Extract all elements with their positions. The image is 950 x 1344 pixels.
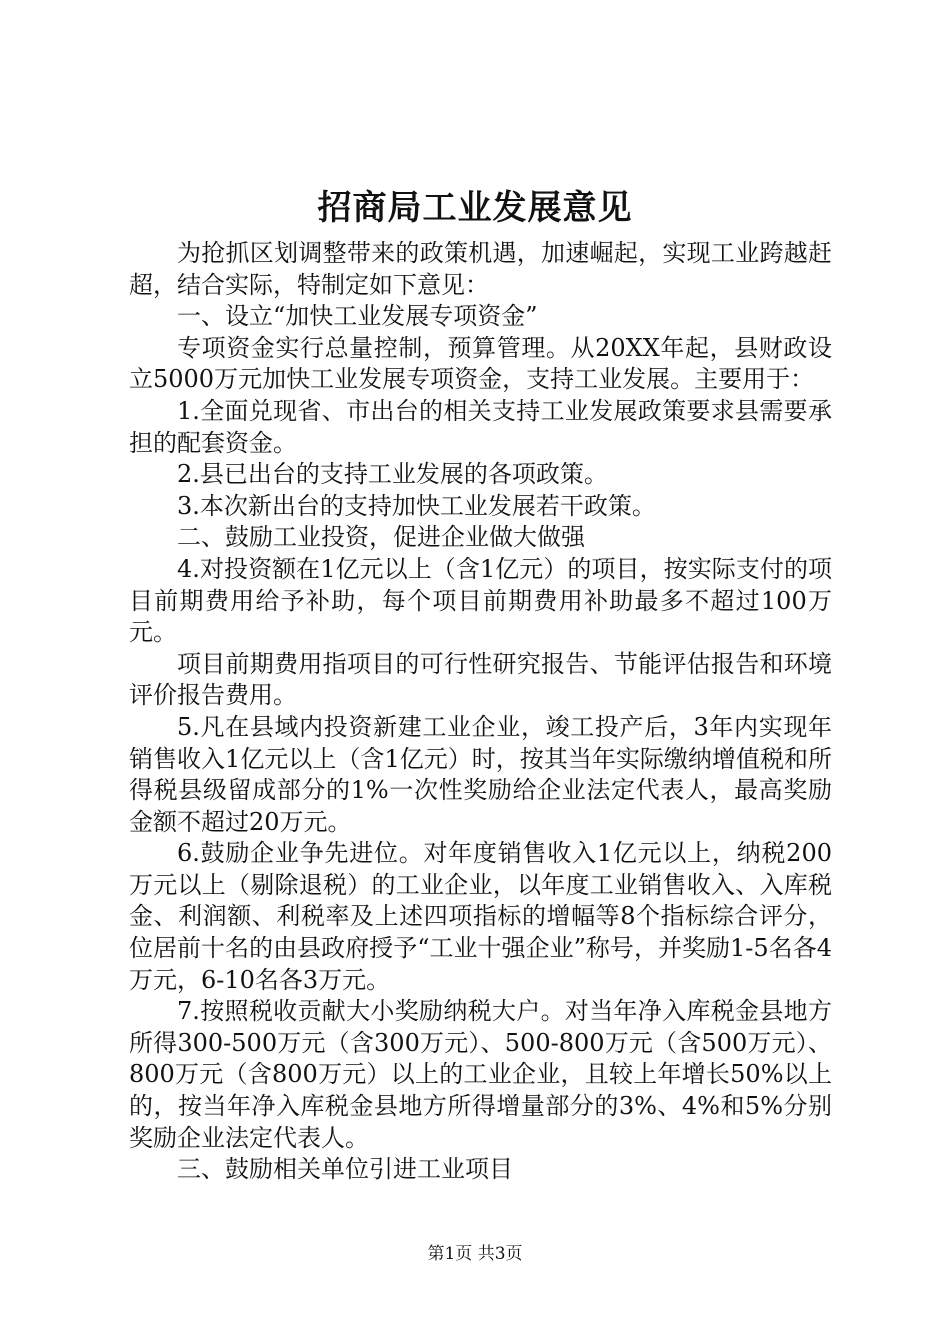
- list-item: 2.县已出台的支持工业发展的各项政策。: [177, 460, 608, 489]
- section-heading: 二、鼓励工业投资，促进企业做大做强: [177, 523, 585, 552]
- document-body: [129, 238, 832, 1186]
- paragraph: 为抢抓区划调整带来的政策机遇，加速崛起，实现工业跨越赶超，结合实际，特制定如下意见：: [129, 239, 832, 299]
- list-item: 7.按照税收贡献大小奖励纳税大户。对当年净入库税金县地方所得300-500万元（含300万元）、500-800万元（含500万元）、800万元（含800万元）以上的工业企业，且较上年增长50%以上的，按当年净入库税金县地方所得增量部分的3%、4%和5%分别奖励企业法定代表人。: [129, 997, 832, 1152]
- paragraph: 专项资金实行总量控制，预算管理。从20XX年起，县财政设立5000万元加快工业发展专项资金，支持工业发展。主要用于：: [129, 333, 832, 394]
- document-title: 招商局工业发展意见: [317, 188, 633, 228]
- section-heading: 一、设立“加快工业发展专项资金”: [177, 302, 538, 331]
- list-item: 4.对投资额在1亿元以上（含1亿元）的项目，按实际支付的项目前期费用给予补助，每个项目前期费用补助最多不超过100万元。: [129, 554, 832, 647]
- list-item: 5.凡在县域内投资新建工业企业，竣工投产后，3年内实现年销售收入1亿元以上（含1亿元）时，按其当年实际缴纳增值税和所得税县级留成部分的1%一次性奖励给企业法定代表人，最高奖励金额不超过20万元。: [129, 712, 832, 836]
- page-footer: 第1页 共3页: [427, 1244, 523, 1264]
- section-heading: 三、鼓励相关单位引进工业项目: [177, 1155, 513, 1184]
- list-item: 3.本次新出台的支持加快工业发展若干政策。: [177, 491, 656, 520]
- paragraph: 项目前期费用指项目的可行性研究报告、节能评估报告和环境评价报告费用。: [129, 649, 832, 710]
- list-item: 1.全面兑现省、市出台的相关支持工业发展政策要求县需要承担的配套资金。: [129, 396, 832, 457]
- list-item: 6.鼓励企业争先进位。对年度销售收入1亿元以上，纳税200万元以上（剔除退税）的工业企业，以年度工业销售收入、入库税金、利润额、利税率及上述四项指标的增幅等8个指标综合评分，位居前十名的由县政府授予“工业十强企业”称号，并奖励1-5名各4万元，6-10名各3万元。: [129, 839, 832, 994]
